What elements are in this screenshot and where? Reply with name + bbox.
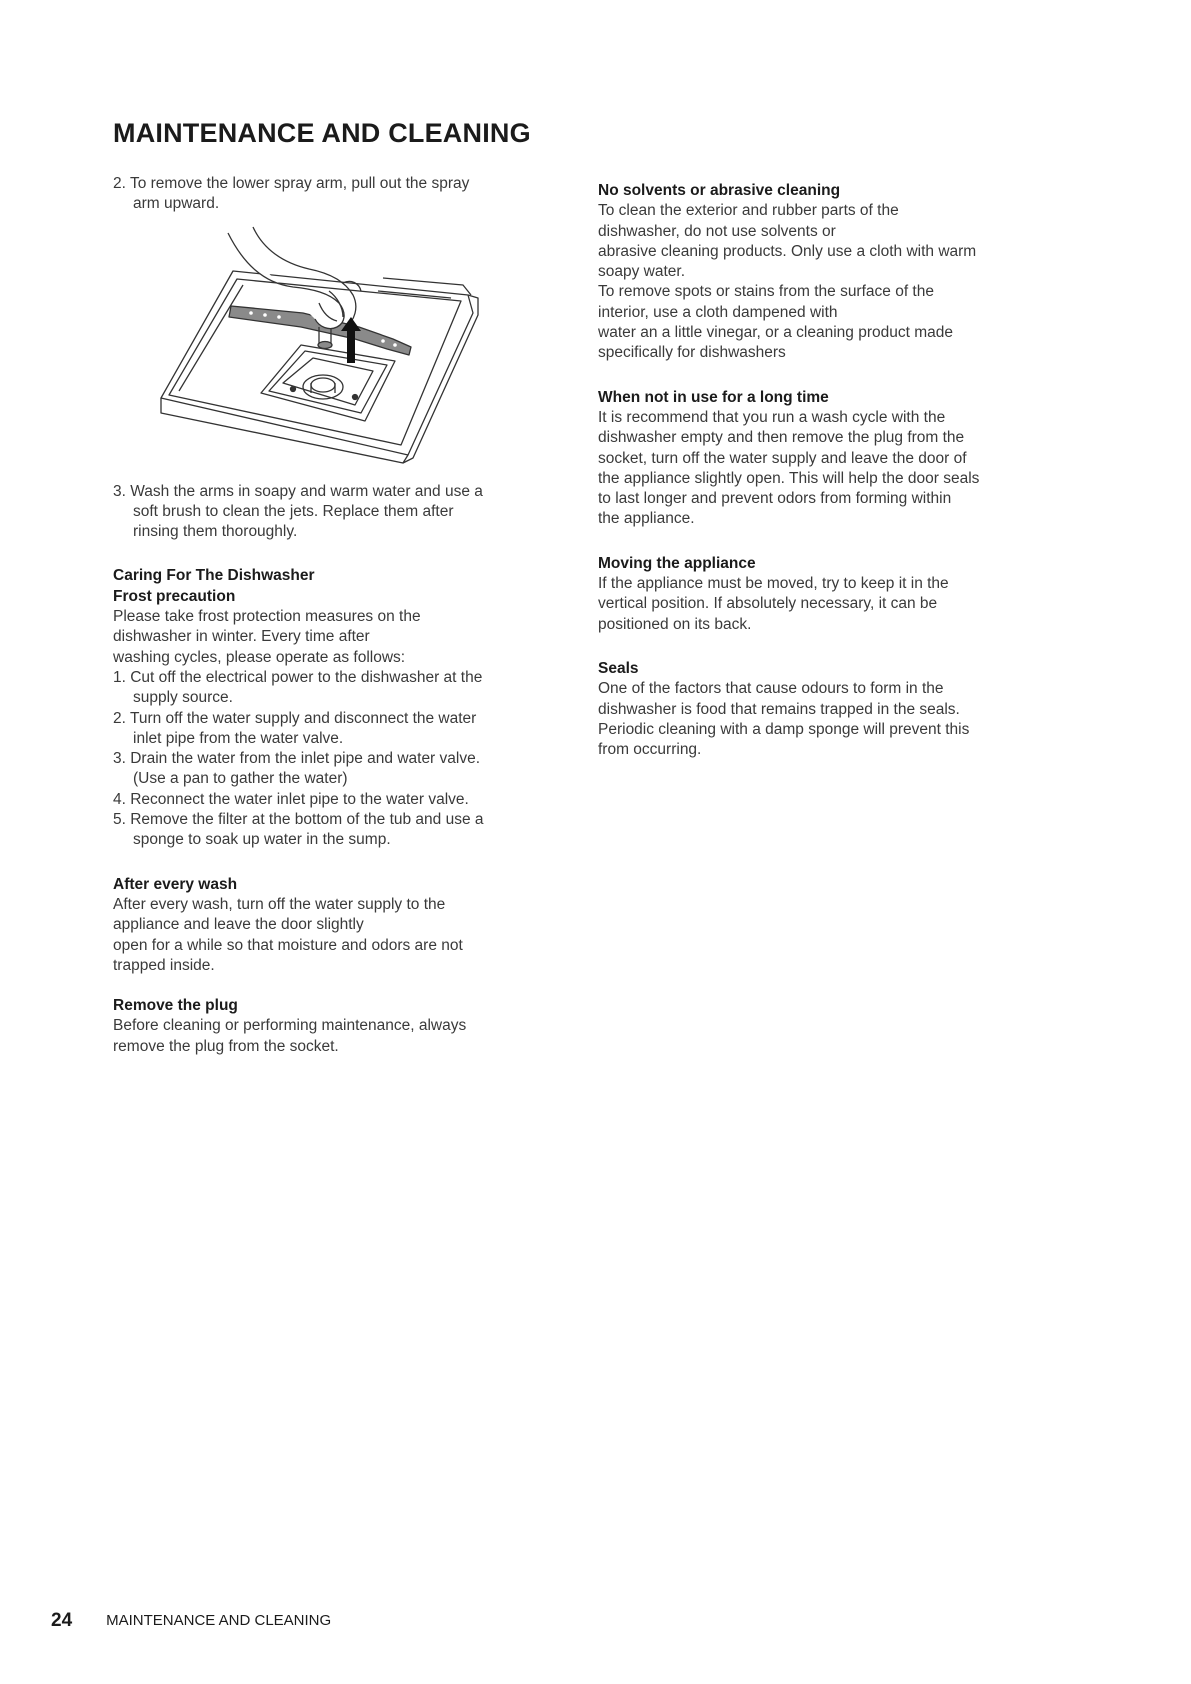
step-2-line-2: arm upward.	[133, 195, 220, 213]
frost-text-line: washing cycles, please operate as follows:	[113, 648, 406, 666]
frost-step-1-line-1: 1. Cut off the electrical power to the dishwasher at the	[113, 668, 483, 686]
after-wash-line: appliance and leave the door slightly	[113, 916, 364, 934]
seals-line: from occurring.	[598, 741, 702, 759]
page-footer	[51, 1610, 331, 1632]
not-in-use-section	[598, 388, 1068, 530]
frost-precaution-section	[113, 566, 573, 850]
caring-heading: Caring For The Dishwasher	[113, 567, 315, 585]
frost-step-5-line-1: 5. Remove the filter at the bottom of the tub and use a	[113, 811, 484, 829]
step-3-wash-arms	[113, 482, 573, 543]
notinuse-line: It is recommend that you run a wash cycle with the	[598, 408, 946, 426]
seals-heading: Seals	[598, 659, 639, 677]
after-wash-line: open for a while so that moisture and odors are not	[113, 936, 463, 954]
seals-line: One of the factors that cause odours to form in the	[598, 680, 944, 698]
solvents-line: interior, use a cloth dampened with	[598, 303, 838, 321]
notinuse-line: socket, turn off the water supply and leave the door of	[598, 449, 967, 467]
moving-line: positioned on its back.	[598, 615, 752, 633]
moving-line: vertical position. If absolutely necessary, it can be	[598, 595, 938, 613]
step-3-line-1: 3. Wash the arms in soapy and warm water and use a	[113, 482, 483, 500]
moving-line: If the appliance must be moved, try to keep it in the	[598, 575, 949, 593]
solvents-line: dishwasher, do not use solvents or	[598, 222, 836, 240]
solvents-line: specifically for dishwashers	[598, 344, 786, 362]
no-solvents-section	[598, 181, 1068, 364]
solvents-line: To clean the exterior and rubber parts of the	[598, 202, 899, 220]
notinuse-line: the appliance.	[598, 510, 695, 528]
frost-heading: Frost precaution	[113, 587, 236, 605]
frost-step-3-line-1: 3. Drain the water from the inlet pipe and water valve.	[113, 750, 481, 768]
frost-step-1-line-2: supply source.	[133, 689, 233, 707]
sump-well	[261, 345, 395, 421]
frost-step-3-line-2: (Use a pan to gather the water)	[133, 770, 348, 788]
step-3-line-3: rinsing them thoroughly.	[133, 523, 298, 541]
frost-step-2-line-2: inlet pipe from the water valve.	[133, 729, 344, 747]
frost-step-5-line-2: sponge to soak up water in the sump.	[133, 831, 391, 849]
solvents-line: To remove spots or stains from the surface of the	[598, 283, 934, 301]
solvents-line: soapy water.	[598, 263, 686, 281]
page-title: MAINTENANCE AND CLEANING	[113, 118, 531, 148]
page-number: 24	[51, 1610, 73, 1631]
step-2-line-1: 2. To remove the lower spray arm, pull out the spray	[113, 175, 470, 192]
step-2-remove-spray-arm	[113, 174, 573, 215]
after-wash-line: trapped inside.	[113, 956, 215, 974]
spray-arm-removal-illustration	[133, 223, 533, 468]
frost-step-2-line-1: 2. Turn off the water supply and disconnect the water	[113, 709, 477, 727]
frost-step-4-line-1: 4. Reconnect the water inlet pipe to the water valve.	[113, 790, 469, 808]
seals-line: dishwasher is food that remains trapped in the seals.	[598, 700, 960, 718]
after-wash-heading: After every wash	[113, 875, 238, 893]
notinuse-line: the appliance slightly open. This will help the door seals	[598, 469, 980, 487]
plug-line: remove the plug from the socket.	[113, 1037, 339, 1055]
moving-heading: Moving the appliance	[598, 554, 756, 572]
notinuse-line: dishwasher empty and then remove the plug from the	[598, 429, 965, 447]
solvents-line: water an a little vinegar, or a cleaning product made	[598, 324, 953, 342]
seals-section	[598, 659, 1068, 760]
notinuse-heading: When not in use for a long time	[598, 388, 829, 406]
plug-heading: Remove the plug	[113, 997, 238, 1015]
plug-line: Before cleaning or performing maintenance, always	[113, 1017, 467, 1035]
left-column	[113, 174, 573, 1057]
frost-text-line: dishwasher in winter. Every time after	[113, 628, 370, 646]
solvents-line: abrasive cleaning products. Only use a cloth with warm	[598, 242, 977, 260]
footer-section-label: MAINTENANCE AND CLEANING	[106, 1612, 332, 1629]
right-column	[598, 181, 1068, 760]
notinuse-line: to last longer and prevent odors from forming within	[598, 490, 952, 508]
step-3-line-2: soft brush to clean the jets. Replace them after	[133, 502, 454, 520]
after-every-wash-section	[113, 875, 573, 976]
seals-line: Periodic cleaning with a damp sponge will prevent this	[598, 720, 970, 738]
frost-text-line: Please take frost protection measures on the	[113, 608, 421, 626]
solvents-heading: No solvents or abrasive cleaning	[598, 182, 841, 199]
remove-plug-section	[113, 996, 573, 1057]
moving-section	[598, 554, 1068, 635]
after-wash-line: After every wash, turn off the water supply to the	[113, 895, 446, 913]
